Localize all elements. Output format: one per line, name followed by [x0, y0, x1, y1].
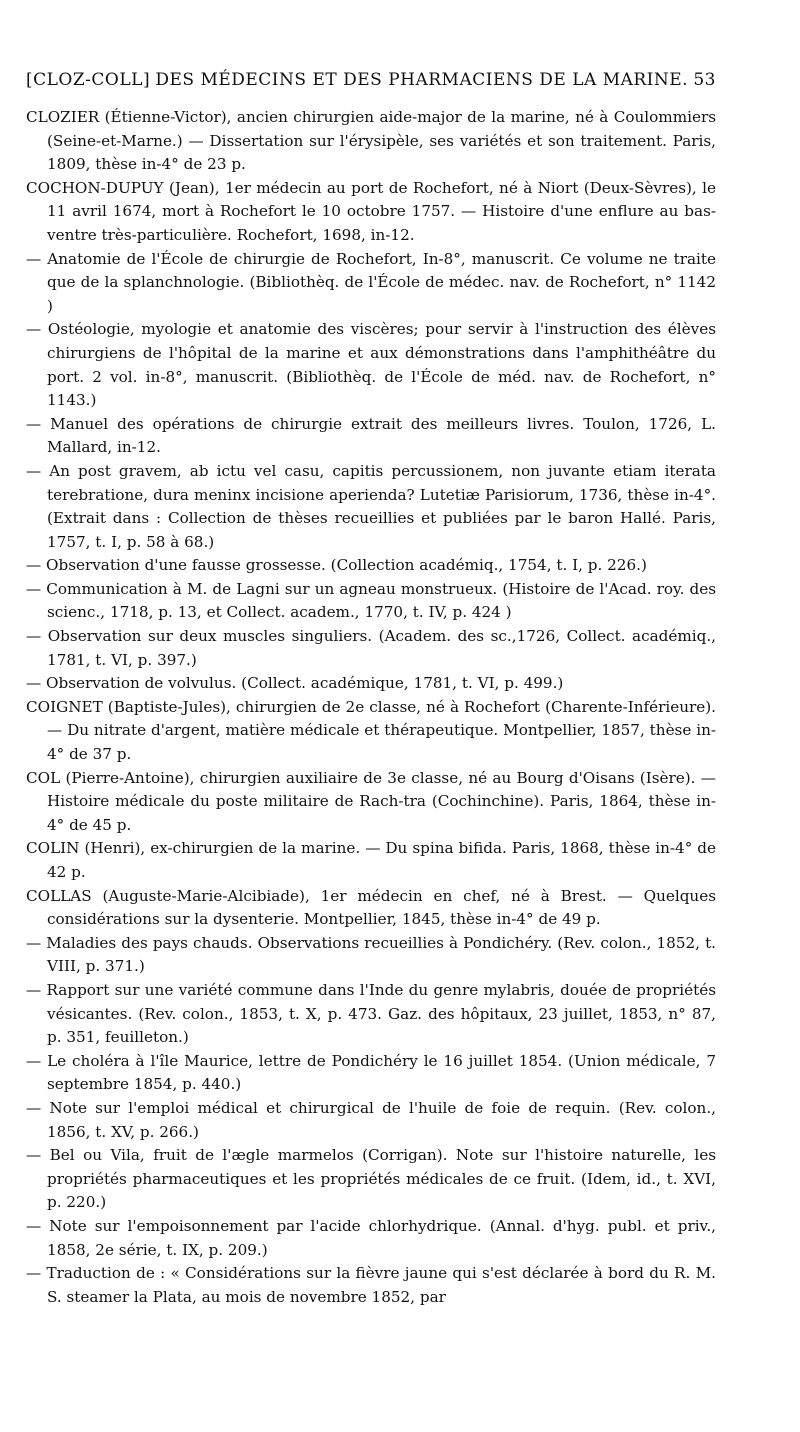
- entry: [26, 248, 716, 319]
- entry-text: — Bel ou Vila, fruit de l'ægle marmelos (Corrigan). Note sur l'histoire naturelle, les propriétés pharmaceutiques et les propriétés médicales de ce fruit. (Idem, id., t. XVI, p. 220.): [26, 1146, 716, 1212]
- entry-author: COIGNET: [26, 697, 103, 716]
- entry-text: — Le choléra à l'île Maurice, lettre de Pondichéry le 16 juillet 1854. (Union médicale, 7 septembre 1854, p. 440.): [26, 1051, 716, 1094]
- entry: [26, 932, 716, 979]
- entry-text: — Observation sur deux muscles singuliers. (Academ. des sc.,1726, Collect. académiq., 1781, t. VI, p. 397.): [26, 627, 716, 669]
- entry: [26, 1215, 716, 1262]
- entry: [26, 1097, 716, 1144]
- entry-text: — Ostéologie, myologie et anatomie des viscères; pour servir à l'instruction des élèves chirurgiens de l'hôpital de la marine et aux démonstrations dans l'amphithéâtre du port. 2 vol. in-8°, manuscrit. (Bibliothèq. de l'École de méd. nav. de Rochefort, n° 1143.): [26, 320, 716, 410]
- entry: [26, 460, 716, 554]
- entry-text: — An post gravem, ab ictu vel casu, capitis percussionem, non juvante etiam iterata terebratione, dura meninx incisione aperienda? Lutetiæ Parisiorum, 1736, thèse in-4°. (Extrait dans : Collection de thèses recueillies et publiées par le baron Hallé. Paris, 1757, t. I, p. 58 à 68.): [26, 461, 716, 551]
- entry: [26, 1050, 716, 1097]
- running-head: [26, 70, 716, 90]
- entry-text: — Manuel des opérations de chirurgie extrait des meilleurs livres. Toulon, 1726, L. Mallard, in-12.: [26, 414, 716, 457]
- entry-author: COLIN: [26, 839, 80, 858]
- entry-text: — Rapport sur une variété commune dans l'Inde du genre mylabris, douée de propriétés vésicantes. (Rev. colon., 1853, t. X, p. 473. Gaz. des hôpitaux, 23 juillet, 1853, n° 87, p. 351, feuilleton.): [26, 980, 716, 1047]
- entry: [26, 696, 716, 767]
- page-number: 53: [693, 70, 716, 90]
- entry-text: (Étienne-Victor), ancien chirurgien aide-major de la marine, né à Coulommiers (Seine-et-Marne.) — Dissertation sur l'érysipèle, ses variétés et son traitement. Paris, 1809, thèse in-4° de 23 p.: [47, 108, 716, 174]
- entry-text: (Henri), ex-chirurgien de la marine. — Du spina bifida. Paris, 1868, thèse in-4° de 42 p.: [47, 839, 716, 881]
- entry: [26, 885, 716, 932]
- entry: [26, 625, 716, 672]
- entry: [26, 318, 716, 412]
- entry: [26, 578, 716, 625]
- entry: [26, 837, 716, 884]
- entry-text: — Traduction de : « Considérations sur la fièvre jaune qui s'est déclarée à bord du R. M. S. steamer la Plata, au mois de novembre 1852, par: [26, 1264, 716, 1306]
- entry-text: — Observation d'une fausse grossesse. (Collection académiq., 1754, t. I, p. 226.): [26, 556, 647, 575]
- entry: [26, 1262, 716, 1309]
- document-page: [26, 70, 716, 1309]
- entry: [26, 979, 716, 1050]
- running-head-left: [CLOZ-COLL]: [26, 70, 151, 90]
- entry-text: (Auguste-Marie-Alcibiade), 1er médecin en chef, né à Brest. — Quelques considérations sur la dysenterie. Montpellier, 1845, thèse in-4° de 49 p.: [47, 886, 716, 929]
- entry-text: — Maladies des pays chauds. Observations recueillies à Pondichéry. (Rev. colon., 1852, t. VIII, p. 371.): [26, 933, 716, 976]
- entry: [26, 1144, 716, 1215]
- entry: [26, 106, 716, 177]
- entry-text: (Baptiste-Jules), chirurgien de 2e classe, né à Rochefort (Charente-Inférieure). — Du nitrate d'argent, matière médicale et thérapeutique. Montpellier, 1857, thèse in-4° de 37 p.: [47, 697, 716, 764]
- entry-author: COL: [26, 768, 61, 787]
- running-head-title: DES MÉDECINS ET DES PHARMACIENS DE LA MARINE.: [155, 70, 689, 90]
- entry-author: CLOZIER: [26, 108, 100, 126]
- entry: [26, 672, 716, 696]
- entry-text: (Pierre-Antoine), chirurgien auxiliaire de 3e classe, né au Bourg d'Oisans (Isère). — Histoire médicale du poste militaire de Rach-tra (Cochinchine). Paris, 1864, thèse in-4° de 45 p.: [47, 768, 716, 834]
- entry-text: — Anatomie de l'École de chirurgie de Rochefort, In-8°, manuscrit. Ce volume ne traite que de la splanchnologie. (Bibliothèq. de l'École de médec. nav. de Rochefort, n° 1142 ): [26, 249, 716, 315]
- bibliography-entries: [26, 106, 716, 1309]
- entry: [26, 554, 716, 578]
- entry-author: COLLAS: [26, 886, 92, 905]
- entry-text: (Jean), 1er médecin au port de Rochefort, né à Niort (Deux-Sèvres), le 11 avril 1674, mort à Rochefort le 10 octobre 1757. — Histoire d'une enflure au bas-ventre très-particulière. Rochefort, 1698, in-12.: [47, 178, 716, 244]
- entry: [26, 177, 716, 248]
- entry-text: — Observation de volvulus. (Collect. académique, 1781, t. VI, p. 499.): [26, 674, 564, 693]
- entry: [26, 413, 716, 460]
- entry-text: — Note sur l'emploi médical et chirurgical de l'huile de foie de requin. (Rev. colon., 1856, t. XV, p. 266.): [26, 1098, 716, 1141]
- entry: [26, 767, 716, 838]
- entry-text: — Note sur l'empoisonnement par l'acide chlorhydrique. (Annal. d'hyg. publ. et priv., 1858, 2e série, t. IX, p. 209.): [26, 1216, 716, 1259]
- entry-author: COCHON-DUPUY: [26, 178, 164, 197]
- entry-text: — Communication à M. de Lagni sur un agneau monstrueux. (Histoire de l'Acad. roy. des scienc., 1718, p. 13, et Collect. academ., 1770, t. IV, p. 424 ): [26, 579, 716, 622]
